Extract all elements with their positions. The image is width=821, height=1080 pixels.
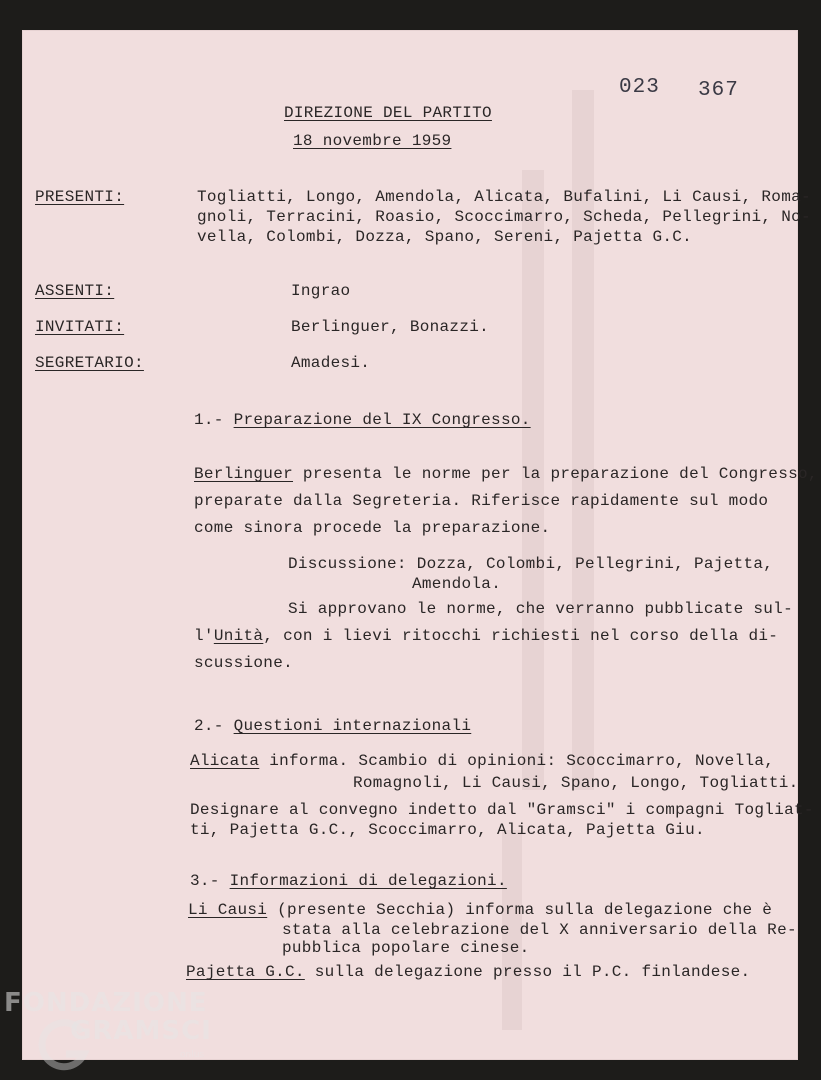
- assenti-value: Ingrao: [291, 282, 351, 300]
- watermark-line-3: onlus: [180, 1050, 205, 1060]
- section-2-line-3: Designare al convegno indetto dal "Gramsci" i compagni Togliat-: [190, 801, 814, 819]
- section-2-line-4: ti, Pajetta G.C., Scoccimarro, Alicata, Pajetta Giu.: [190, 821, 705, 839]
- section-1-line-3: come sinora procede la preparazione.: [194, 519, 551, 537]
- section-3-line-1-text: (presente Secchia) informa sulla delegazione che è: [267, 901, 773, 919]
- meeting-date: 18 novembre 1959: [293, 132, 452, 150]
- invitati-label: INVITATI:: [35, 318, 125, 336]
- section-1-approval-3: scussione.: [194, 654, 294, 672]
- segretario-value: Amadesi.: [291, 354, 371, 372]
- archive-number-1: 023: [619, 76, 660, 99]
- section-1-speaker: Berlinguer: [194, 465, 294, 483]
- section-3-line-3: pubblica popolare cinese.: [282, 939, 530, 957]
- section-2-number: 2.-: [194, 717, 234, 735]
- section-3-title: Informazioni di delegazioni.: [229, 872, 507, 890]
- approval-2-newspaper: Unità: [213, 627, 264, 645]
- approval-2-prefix: l': [194, 627, 214, 645]
- section-1-title: Preparazione del IX Congresso.: [233, 411, 531, 429]
- section-1-heading: [194, 411, 531, 429]
- archive-number-2: 367: [698, 79, 739, 102]
- section-2-line-1-text: informa. Scambio di opinioni: Scoccimarro, Novella,: [259, 752, 775, 770]
- section-2-title: Questioni internazionali: [233, 717, 472, 735]
- section-3-speaker-2: Pajetta G.C.: [186, 963, 305, 981]
- presenti-line-3: vella, Colombi, Dozza, Spano, Sereni, Pajetta G.C.: [197, 228, 693, 246]
- section-1-number: 1.-: [194, 411, 234, 429]
- section-1-line-2: preparate dalla Segreteria. Riferisce rapidamente sul modo: [194, 492, 769, 510]
- section-2-line-2: Romagnoli, Li Causi, Spano, Longo, Togliatti.: [353, 774, 799, 792]
- section-3-line-4: [186, 963, 750, 981]
- section-3-number: 3.-: [190, 872, 230, 890]
- presenti-line-2: gnoli, Terracini, Roasio, Scoccimarro, Scheda, Pellegrini, No-: [197, 208, 811, 226]
- section-1-approval-1: Si approvano le norme, che verranno pubblicate sul-: [288, 600, 793, 618]
- presenti-line-1: Togliatti, Longo, Amendola, Alicata, Bufalini, Li Causi, Roma-: [197, 188, 811, 206]
- section-2-speaker: Alicata: [190, 752, 260, 770]
- invitati-value: Berlinguer, Bonazzi.: [291, 318, 490, 336]
- section-3-line-4-text: sulla delegazione presso il P.C. finlandese.: [304, 963, 751, 981]
- section-3-speaker-1: Li Causi: [188, 901, 268, 919]
- document-page: [22, 30, 818, 1060]
- watermark-line-1: FONDAZIONE: [4, 988, 208, 1018]
- section-2-line-1: [190, 752, 774, 770]
- assenti-label: ASSENTI:: [35, 282, 115, 300]
- page-title: DIREZIONE DEL PARTITO: [284, 104, 492, 122]
- section-1-line-1-text: presenta le norme per la preparazione del Congresso,: [293, 465, 818, 483]
- section-3-heading: [190, 872, 507, 890]
- approval-2-suffix: , con i lievi ritocchi richiesti nel corso della di-: [263, 627, 779, 645]
- section-1-line-1: [194, 465, 818, 483]
- section-1-approval-2: [194, 627, 778, 645]
- section-3-line-2: stata alla celebrazione del X anniversario della Re-: [282, 921, 797, 939]
- presenti-label: PRESENTI:: [35, 188, 125, 206]
- section-2-heading: [194, 717, 471, 735]
- segretario-label: SEGRETARIO:: [35, 354, 144, 372]
- watermark-line-2: GRAMSCI: [70, 1016, 212, 1046]
- section-1-discussion-2: Amendola.: [412, 575, 502, 593]
- section-3-line-1: [188, 901, 772, 919]
- section-1-discussion-1: Discussione: Dozza, Colombi, Pellegrini, Pajetta,: [288, 555, 774, 573]
